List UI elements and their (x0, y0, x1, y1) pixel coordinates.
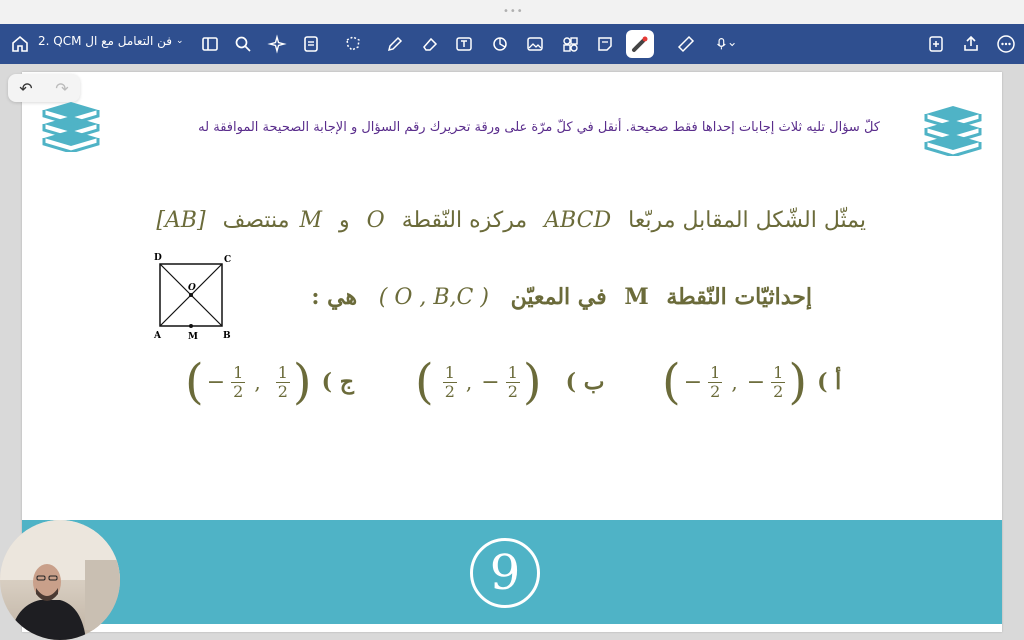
pen-icon[interactable] (381, 30, 409, 58)
paren-open: ( (415, 354, 434, 410)
ruler-icon[interactable] (672, 30, 700, 58)
numerator: 1 (710, 362, 721, 382)
label-m: M (188, 332, 198, 342)
question-text: منتصف (222, 208, 290, 233)
fraction (708, 364, 722, 401)
grabber-dots[interactable]: ••• (503, 6, 524, 17)
sparkle-icon[interactable] (263, 30, 291, 58)
paren-close: ) (788, 354, 808, 410)
comma: , (465, 370, 473, 394)
sign: − (481, 369, 500, 395)
elements-icon[interactable] (556, 30, 584, 58)
fraction (443, 364, 457, 401)
sign: − (206, 369, 226, 395)
denominator: 2 (233, 381, 244, 401)
books-stack-icon (922, 102, 984, 156)
label-b: B (223, 331, 231, 341)
add-page-icon[interactable] (922, 30, 950, 58)
fraction (506, 364, 520, 401)
label-d: D (154, 253, 162, 263)
eraser-icon[interactable] (416, 30, 444, 58)
redo-icon[interactable]: ↷ (55, 78, 69, 98)
numerator: 1 (507, 362, 518, 382)
label-c: C (224, 255, 232, 265)
question-text: يمثّل الشّكل المقابل مربّعا (628, 208, 866, 233)
option-label: ج ) (321, 369, 354, 395)
microphone-icon[interactable] (707, 30, 745, 58)
sign: − (746, 369, 766, 395)
answer-option-c[interactable] (185, 354, 354, 410)
math-segment: [AB] (156, 208, 206, 233)
question-prompt (311, 284, 812, 310)
fraction (771, 364, 785, 401)
document-title-text: 2. QCM فن التعامل مع ال (38, 34, 173, 48)
numerator: 1 (277, 362, 288, 382)
fraction (231, 364, 245, 401)
books-stack-icon (40, 98, 102, 152)
paren-open: ( (185, 354, 204, 410)
numerator: 1 (233, 362, 244, 382)
option-label: أ ) (817, 369, 842, 395)
question-text: في المعيّن (510, 284, 607, 310)
comma: , (731, 370, 738, 394)
laser-pointer-icon[interactable] (626, 30, 654, 58)
math-basis: ( O , B,C ) (378, 285, 489, 310)
home-icon[interactable] (6, 30, 34, 58)
image-icon[interactable] (521, 30, 549, 58)
answer-option-b[interactable] (415, 354, 605, 410)
question-text: مركزه النّقطة (401, 208, 528, 233)
denominator: 2 (507, 381, 518, 401)
label-a: A (154, 331, 161, 341)
document-icon[interactable] (297, 30, 325, 58)
presenter-avatar (0, 520, 120, 640)
lasso-icon[interactable] (339, 30, 367, 58)
sticky-note-icon[interactable] (591, 30, 619, 58)
math-square-name: ABCD (544, 208, 612, 233)
numerator: 1 (773, 362, 784, 382)
sign: − (683, 369, 703, 395)
label-o: O (188, 283, 196, 293)
question-number-band (22, 520, 1002, 624)
question-number-badge: 9 (470, 538, 540, 608)
instruction-text: كلّ سؤال تليه ثلاث إجابات إحداها فقط صحيحة. أنقل في كلّ مرّة على ورقة تحريرك رقم السؤال و الإجابة الصحيحة الموافقة له (198, 120, 880, 135)
chevron-down-icon: ⌄ (176, 36, 184, 46)
search-icon[interactable] (229, 30, 257, 58)
denominator: 2 (710, 381, 721, 401)
paren-close: ) (522, 354, 542, 410)
denominator: 2 (277, 381, 288, 401)
math-point-m: M (299, 208, 323, 233)
denominator: 2 (773, 381, 784, 401)
top-strip (0, 0, 1024, 24)
toolbar (0, 24, 1024, 64)
paren-close: ) (292, 354, 312, 410)
undo-icon[interactable]: ↶ (19, 78, 33, 98)
more-icon[interactable] (992, 30, 1020, 58)
paren-open: ( (662, 354, 681, 410)
square-figure (150, 250, 240, 342)
math-point-o: O (366, 208, 385, 233)
option-label: ب ) (565, 369, 605, 395)
shape-icon[interactable] (486, 30, 514, 58)
document-title[interactable] (38, 34, 184, 48)
math-point-m: M (624, 284, 649, 310)
question-text: و (339, 208, 350, 233)
fraction (276, 364, 290, 401)
sidebar-icon[interactable] (196, 30, 224, 58)
share-icon[interactable] (957, 30, 985, 58)
denominator: 2 (444, 381, 455, 401)
textbox-icon[interactable] (450, 30, 478, 58)
answer-option-a[interactable] (662, 354, 842, 410)
question-text: هي : (311, 284, 358, 310)
comma: , (254, 370, 261, 394)
question-statement (146, 208, 866, 233)
question-text: إحداثيّات النّقطة (666, 284, 812, 310)
numerator: 1 (444, 362, 455, 382)
webcam-overlay[interactable] (0, 520, 120, 640)
